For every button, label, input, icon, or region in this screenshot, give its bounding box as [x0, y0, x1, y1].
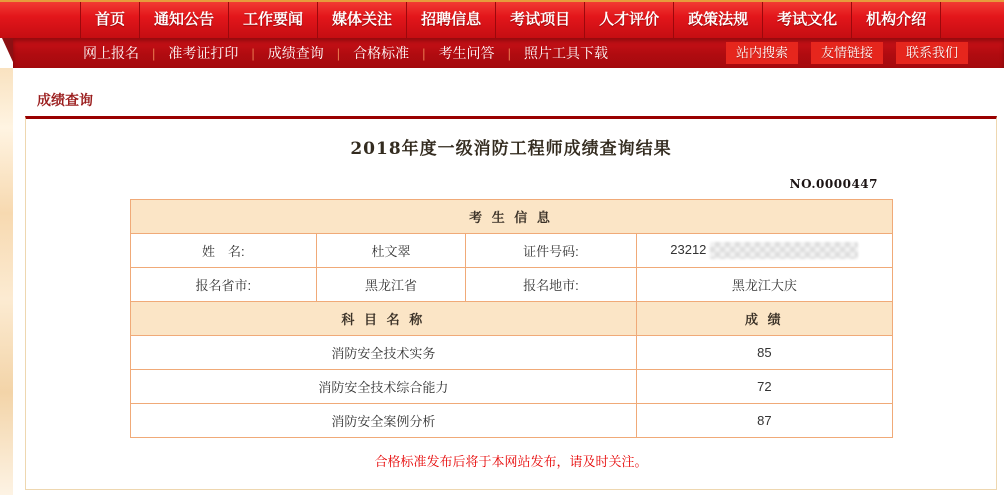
breadcrumb: 成绩查询: [37, 92, 93, 108]
table-row: [130, 370, 892, 404]
pass-standard-notice: 合格标准发布后将于本网站发布，请及时关注。: [374, 454, 648, 469]
candidate-score-table: [130, 199, 893, 438]
candidate-info-header: 考 生 信 息: [130, 200, 892, 234]
subnav-pass-standard[interactable]: 合格标准: [353, 45, 410, 61]
friendly-links-button[interactable]: 友情链接: [811, 42, 883, 64]
privacy-blur: [710, 242, 858, 259]
id-number-label-cell: 证件号码:: [465, 234, 636, 268]
site-search-button[interactable]: 站内搜索: [726, 42, 798, 64]
nav-item-talent-evaluation[interactable]: 人才评价: [585, 2, 674, 38]
subnav-score-query[interactable]: 成绩查询: [267, 45, 324, 61]
separator: [324, 46, 353, 61]
left-decorative-strip: [0, 68, 13, 495]
subnav-buttons: [726, 42, 968, 64]
subject-cell: 消防安全技术实务: [130, 336, 637, 370]
subnav-online-registration[interactable]: 网上报名: [83, 45, 139, 61]
contact-us-button[interactable]: 联系我们: [896, 42, 968, 64]
subject-name-header: 科 目 名 称: [130, 302, 637, 336]
subnav-photo-tool-download[interactable]: 照片工具下载: [523, 45, 608, 61]
id-number-value-cell: [637, 234, 892, 268]
separator: [238, 46, 267, 61]
table-section-header-row: [130, 200, 892, 234]
nav-item-exam-projects[interactable]: 考试项目: [496, 2, 585, 38]
serial-number: NO.0000447: [789, 177, 878, 191]
separator: [495, 46, 524, 61]
nav-item-exam-culture[interactable]: 考试文化: [763, 2, 852, 38]
name-value-cell: 杜文翠: [317, 234, 466, 268]
page-title: 2018年度一级消防工程师成绩查询结果: [350, 139, 672, 159]
province-value-cell: 黑龙江省: [317, 268, 466, 302]
nav-item-notices[interactable]: 通知公告: [140, 2, 229, 38]
nav-item-work-news[interactable]: 工作要闻: [229, 2, 318, 38]
table-subject-header-row: [130, 302, 892, 336]
nav-item-policies[interactable]: 政策法规: [674, 2, 763, 38]
table-row: [130, 268, 892, 302]
score-header: 成 绩: [637, 302, 892, 336]
subnav-candidate-qa[interactable]: 考生问答: [438, 45, 495, 61]
sub-navigation-bar: [13, 38, 1004, 68]
table-row: [130, 404, 892, 438]
nav-item-about[interactable]: 机构介绍: [852, 2, 941, 38]
id-number-visible-digits: 23212: [670, 241, 707, 257]
table-row: [130, 234, 892, 268]
name-label-cell: 姓 名:: [130, 234, 317, 268]
top-navigation-bar: [0, 2, 1004, 38]
subject-cell: 消防安全技术综合能力: [130, 370, 637, 404]
separator: [409, 46, 438, 61]
city-label-cell: 报名地市:: [465, 268, 636, 302]
province-label-cell: 报名省市:: [130, 268, 317, 302]
score-cell: 85: [637, 336, 892, 370]
city-value-cell: 黑龙江大庆: [637, 268, 892, 302]
nav-item-home[interactable]: 首页: [80, 2, 140, 38]
separator: [139, 46, 168, 61]
subject-cell: 消防安全案例分析: [130, 404, 637, 438]
score-cell: 72: [637, 370, 892, 404]
subnav-admission-ticket-print[interactable]: 准考证打印: [168, 45, 239, 61]
result-content-box: [25, 116, 997, 490]
nav-item-media-focus[interactable]: 媒体关注: [318, 2, 407, 38]
score-cell: 87: [637, 404, 892, 438]
table-row: [130, 336, 892, 370]
nav-item-recruitment[interactable]: 招聘信息: [407, 2, 496, 38]
ribbon-fold: [2, 38, 13, 62]
